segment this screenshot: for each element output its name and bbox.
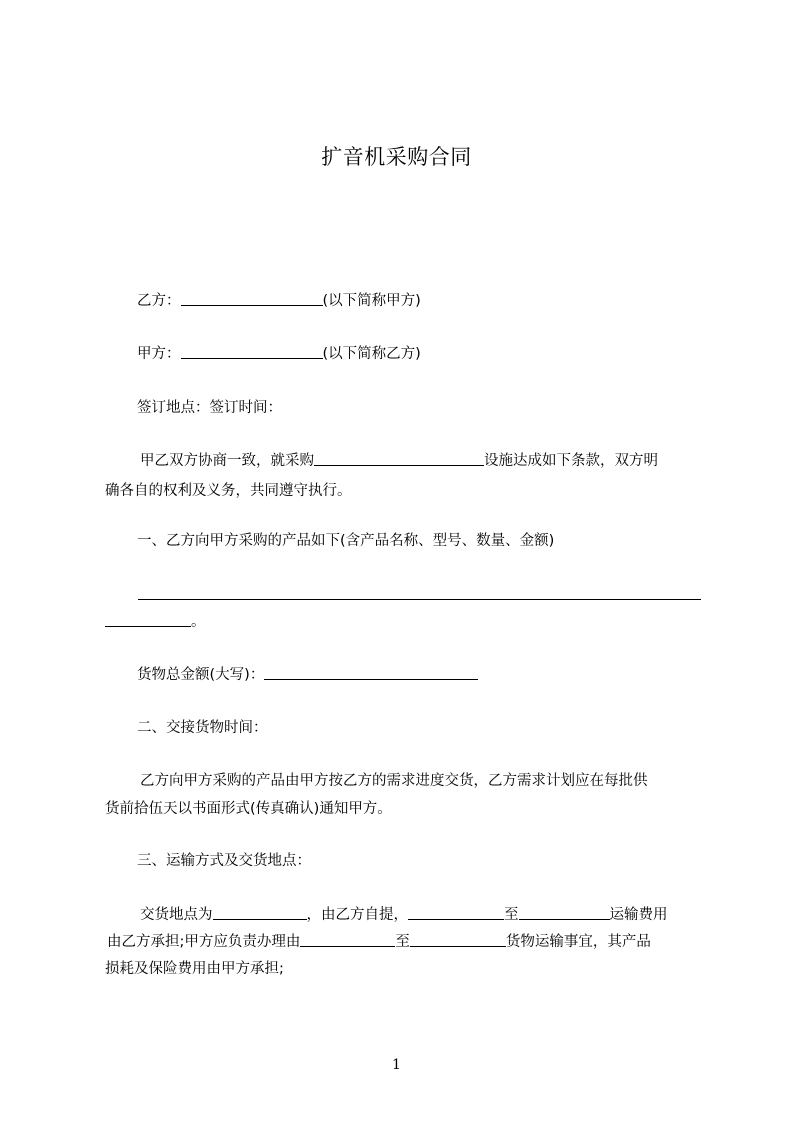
party-a-suffix: (以下简称乙方): [322, 346, 421, 362]
product-list-blank-1: [138, 585, 701, 600]
party-b-suffix: (以下简称甲方): [322, 293, 421, 309]
route-to-text-1: 至: [504, 907, 519, 923]
section-1-heading: 一、乙方向甲方采购的产品如下(含产品名称、型号、数量、金额): [137, 533, 555, 549]
page-number: 1: [392, 1057, 401, 1073]
freight-cost-text: 运输费用: [609, 907, 668, 923]
product-list-line-2: [105, 612, 206, 632]
product-list-period: 。: [191, 614, 206, 630]
route-from-blank-2: [300, 932, 395, 947]
product-list-blank-2: [105, 612, 191, 627]
intro-line-1: [140, 451, 658, 471]
product-list-line-1: [138, 585, 701, 605]
route-to-blank-2: [410, 932, 506, 947]
document-title: 扩音机采购合同: [321, 145, 472, 169]
transport-responsibility-text: 由乙方承担;甲方应负责办理由: [107, 934, 301, 950]
signing-info: 签订地点：签订时间：: [137, 400, 282, 416]
delivery-place-blank: [213, 905, 307, 920]
section-3-line-3: 损耗及保险费用由甲方承担;: [105, 961, 284, 977]
party-b-line: [137, 291, 421, 311]
section-2-paragraph-line-2: 货前拾伍天以书面形式(传真确认)通知甲方。: [105, 801, 392, 817]
total-amount-blank: [264, 665, 478, 680]
transport-matters-text: 货物运输事宜，其产品: [505, 934, 651, 950]
section-2-paragraph-line-1: 乙方向甲方采购的产品由甲方按乙方的需求进度交货，乙方需求计划应在每批供: [140, 773, 648, 789]
party-a-label: 甲方：: [137, 346, 181, 362]
intro-line-2: 确各自的权利及义务，共同遵守执行。: [105, 483, 352, 499]
procurement-item-blank: [314, 451, 484, 466]
intro-text-b: 设施达成如下条款，双方明: [484, 453, 658, 469]
route-to-text-2: 至: [395, 934, 410, 950]
section-2-heading: 二、交接货物时间：: [137, 720, 268, 736]
party-a-line: [137, 344, 421, 364]
total-amount-label: 货物总金额(大写)：: [137, 667, 265, 683]
intro-text-a: 甲乙双方协商一致，就采购: [140, 453, 314, 469]
delivery-place-label: 交货地点为: [140, 907, 213, 923]
party-b-name-blank: [181, 291, 323, 306]
route-from-blank-1: [408, 905, 504, 920]
section-3-line-2: [107, 932, 651, 952]
self-pickup-text: ，由乙方自提，: [306, 907, 408, 923]
route-to-blank-1: [519, 905, 610, 920]
party-b-label: 乙方：: [137, 293, 181, 309]
total-amount-line: [137, 665, 478, 685]
party-a-name-blank: [181, 344, 323, 359]
section-3-heading: 三、运输方式及交货地点：: [137, 853, 311, 869]
section-3-line-1: [140, 905, 668, 925]
